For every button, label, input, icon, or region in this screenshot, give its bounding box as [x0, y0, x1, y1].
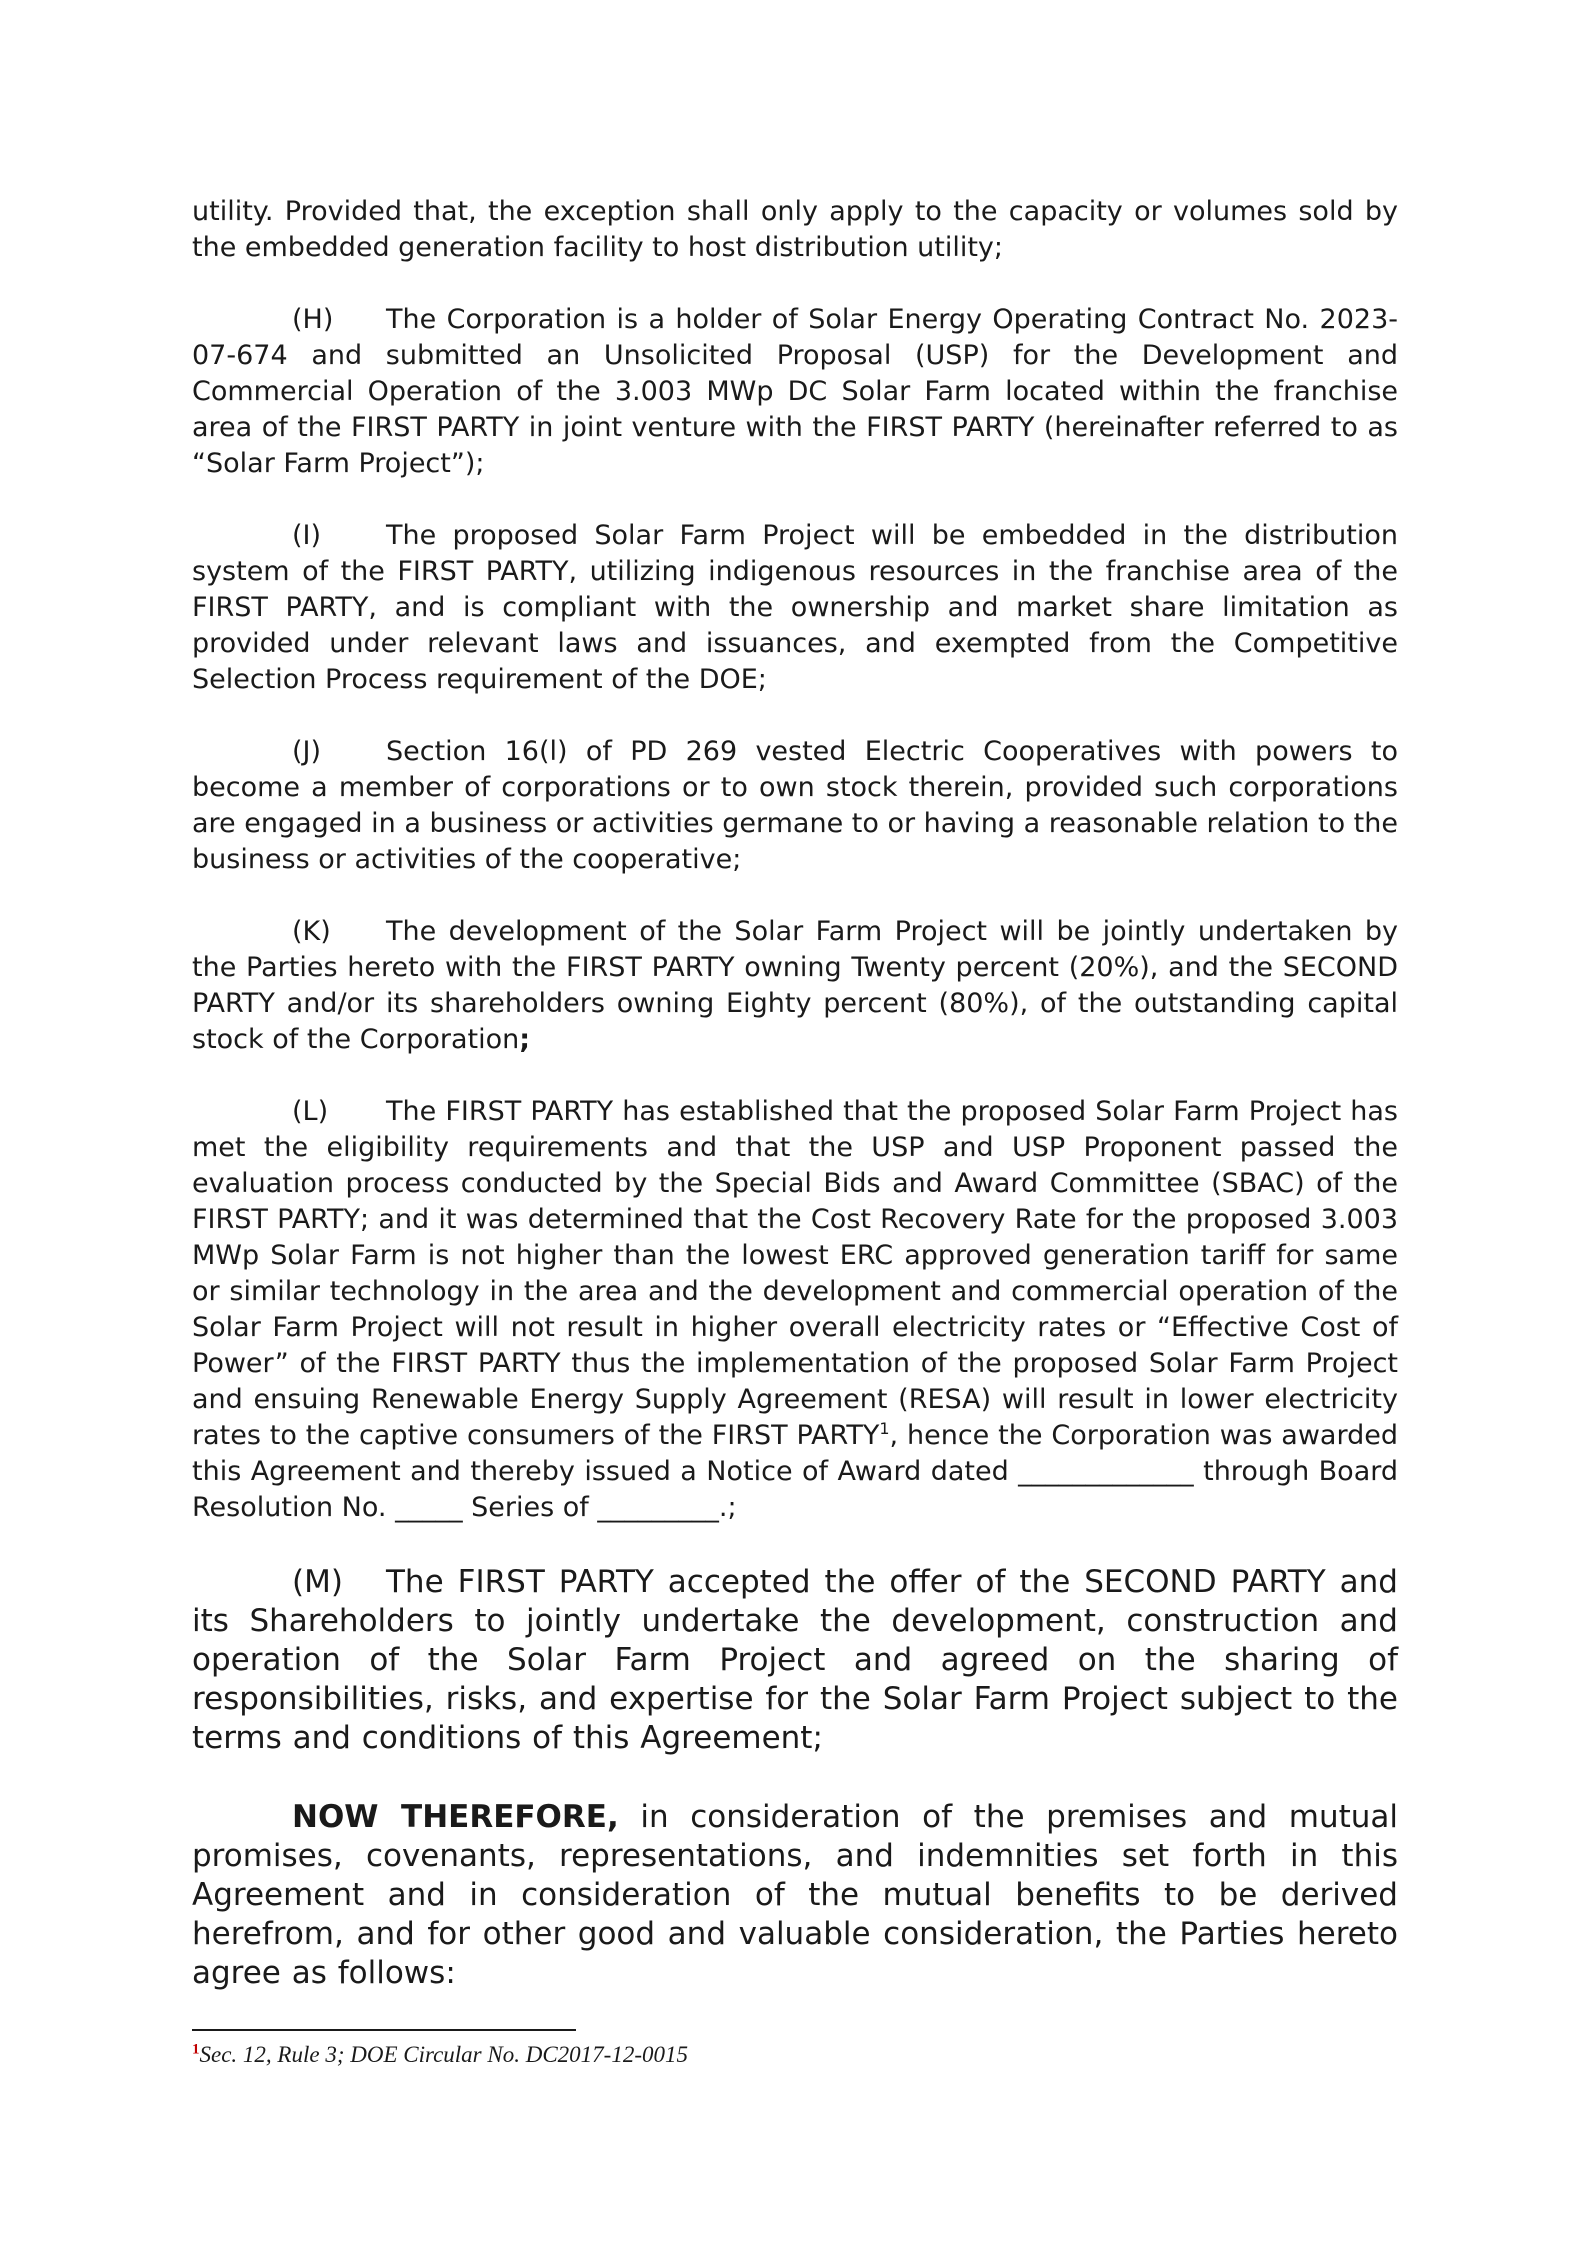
intro-paragraph: [192, 194, 1398, 266]
clause-end: ;: [519, 1024, 531, 1055]
clause-text: The FIRST PARTY has established that the proposed Solar Farm Project has met the eligibility requirements and that the USP and USP Proponent passed the evaluation process conducted by the Special Bids and Award Committee (SBAC) of the FIRST PARTY; and it was determined that the Cost Recovery Rate for the proposed 3.003 MWp Solar Farm is not higher than the lowest ERC approved generation tariff for same or similar technology in the area and the development and commercial operation of the Solar Farm Project will not result in higher overall electricity rates or “Effective Cost of Power” of the FIRST PARTY thus the implementation of the proposed Solar Farm Project and ensuing Renewable Energy Supply Agreement (RESA) will result in lower electricity rates to the captive consumers of the FIRST PARTY: [192, 1096, 1398, 1451]
clause-h: [192, 302, 1398, 482]
clause-m: [192, 1563, 1398, 1758]
now-therefore-paragraph: [192, 1798, 1398, 1993]
clause-marker: (H): [292, 304, 334, 335]
clause-i: [192, 518, 1398, 698]
footnote: [192, 2040, 688, 2070]
clause-marker: (M): [292, 1564, 343, 1600]
now-therefore-text: in consideration of the premises and mutual promises, covenants, representations, and indemnities set forth in this Agreement and in consideration of the mutual benefits to be derived herefrom, and for other good and valuable consideration, the Parties hereto agree as follows:: [192, 1799, 1398, 1991]
clause-text: Section 16(l) of PD 269 vested Electric Cooperatives with powers to become a member of corporations or to own stock therein, provided such corporations are engaged in a business or activities germane to or having a reasonable relation to the business or activities of the cooperative;: [192, 736, 1398, 875]
clause-marker: (I): [292, 520, 322, 551]
clause-text-continued: , hence the Corporation was awarded this Agreement and thereby issued a Notice of Award dated _____________ through Board Resolution No. _____ Series of _________.;: [192, 1420, 1398, 1523]
clause-text: The proposed Solar Farm Project will be embedded in the distribution system of the FIRST PARTY, utilizing indigenous resources in the franchise area of the FIRST PARTY, and is compliant with the ownership and market share limitation as provided under relevant laws and issuances, and exempted from the Competitive Selection Process requirement of the DOE;: [192, 520, 1398, 695]
clause-k: [192, 914, 1398, 1058]
clause-marker: (L): [292, 1096, 329, 1127]
footnote-separator: [192, 2029, 576, 2031]
clause-l: [192, 1094, 1398, 1526]
clause-text: The development of the Solar Farm Project will be jointly undertaken by the Parties hereto with the FIRST PARTY owning Twenty percent (20%), and the SECOND PARTY and/or its shareholders owning Eighty percent (80%), of the outstanding capital stock of the Corporation: [192, 916, 1398, 1055]
intro-paragraph-text: utility. Provided that, the exception shall only apply to the capacity or volumes sold by the embedded generation facility to host distribution utility;: [192, 196, 1398, 263]
footnote-text: Sec. 12, Rule 3; DOE Circular No. DC2017-12-0015: [199, 2042, 688, 2067]
clause-marker: (J): [292, 736, 322, 767]
clause-text: The FIRST PARTY accepted the offer of the SECOND PARTY and its Shareholders to jointly undertake the development, construction and operation of the Solar Farm Project and agreed on the sharing of responsibilities, risks, and expertise for the Solar Farm Project subject to the terms and conditions of this Agreement;: [192, 1564, 1398, 1756]
clause-marker: (K): [292, 916, 331, 947]
now-therefore-lead: NOW THEREFORE,: [292, 1799, 619, 1835]
clause-j: [192, 734, 1398, 878]
footnote-reference[interactable]: 1: [879, 1419, 890, 1438]
clause-text: The Corporation is a holder of Solar Energy Operating Contract No. 2023-07-674 and submitted an Unsolicited Proposal (USP) for the Development and Commercial Operation of the 3.003 MWp DC Solar Farm located within the franchise area of the FIRST PARTY in joint venture with the FIRST PARTY (hereinafter referred to as “Solar Farm Project”);: [192, 304, 1398, 479]
footnote-number: 1: [192, 2041, 200, 2058]
